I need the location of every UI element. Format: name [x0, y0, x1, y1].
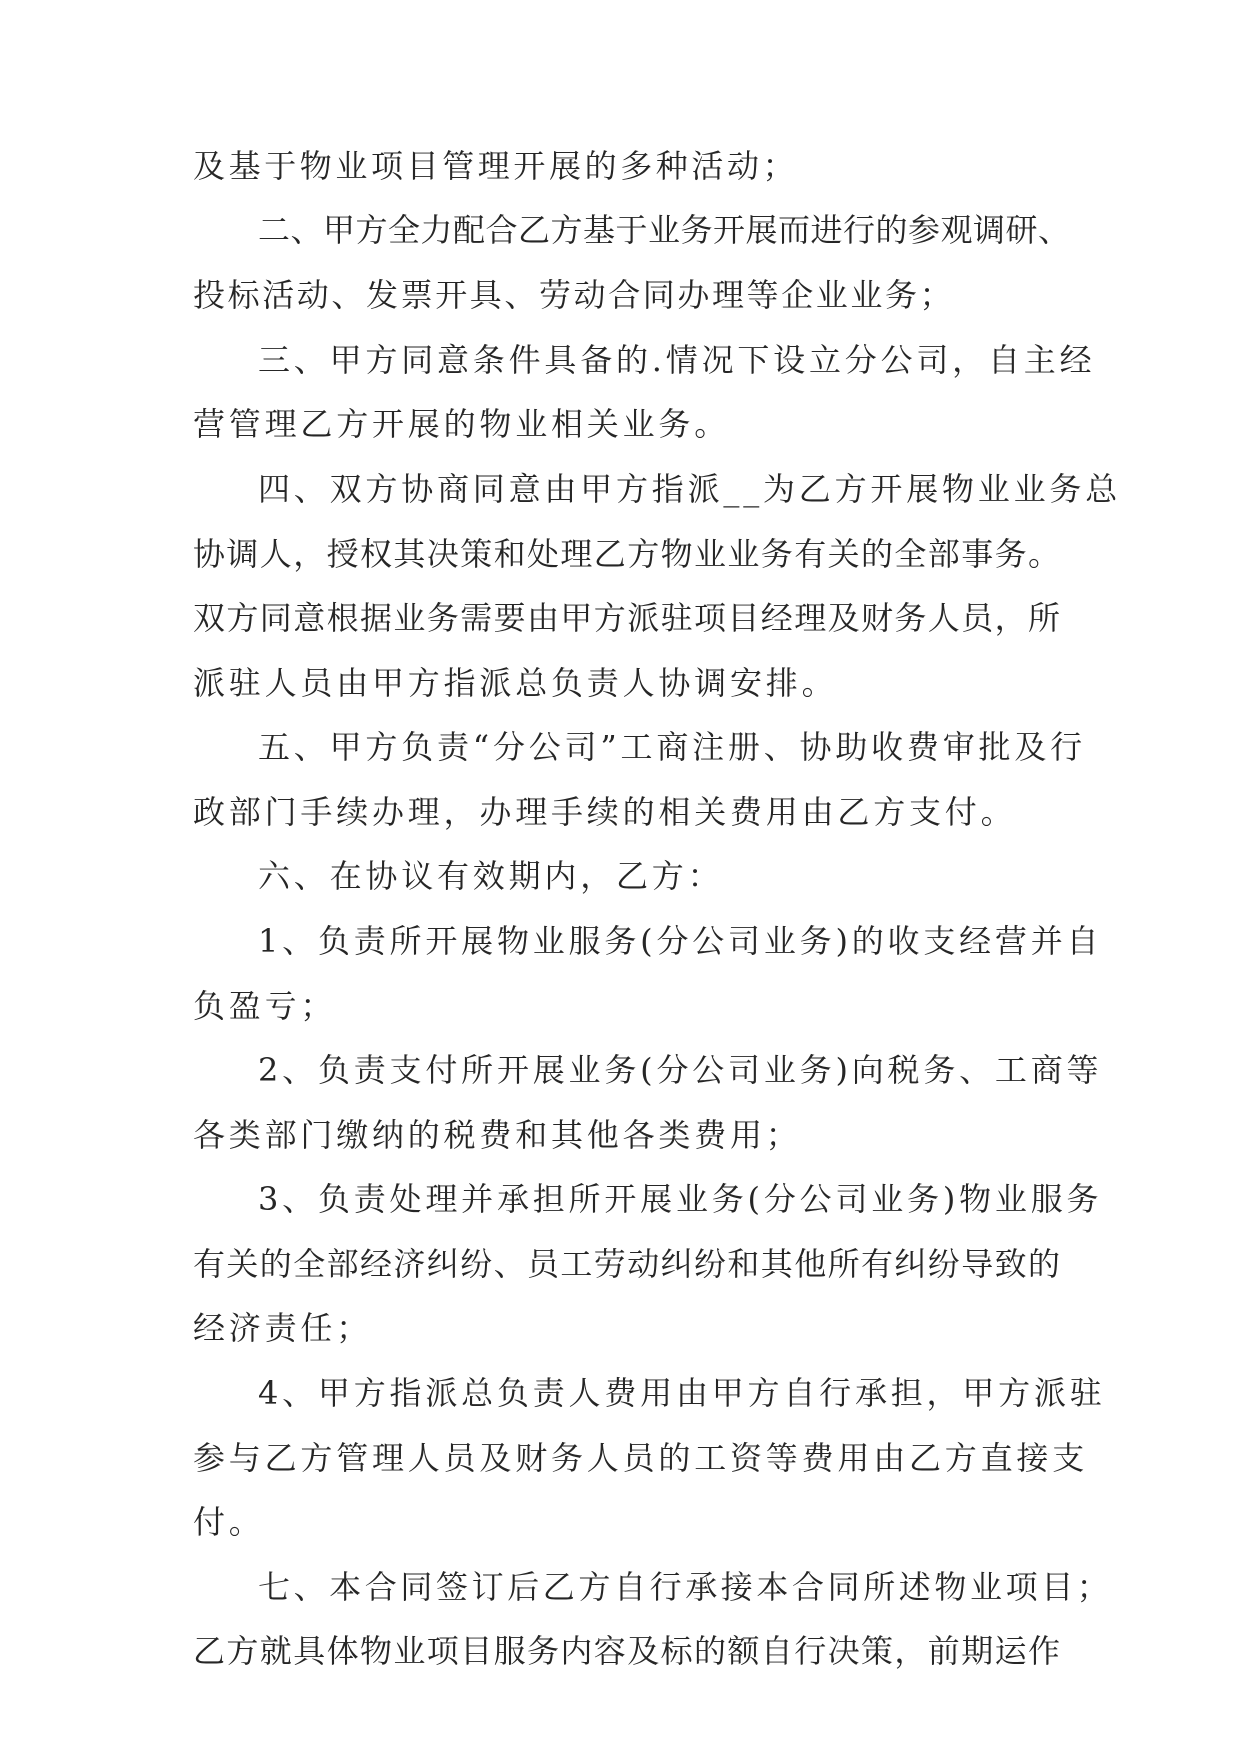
text-line: 协调人，授权其决策和处理乙方物业业务有关的全部事务。 — [193, 535, 1062, 573]
text-line: 各类部门缴纳的税费和其他各类费用； — [193, 1116, 802, 1154]
text-line: 双方同意根据业务需要由甲方派驻项目经理及财务人员，所 — [193, 599, 1062, 637]
text-line: 经济责任； — [193, 1309, 373, 1347]
text-line: 三、甲方同意条件具备的.情况下设立分公司，自主经 — [258, 341, 1096, 379]
text-line: 六、在协议有效期内，乙方： — [258, 857, 724, 895]
text-line: 派驻人员由甲方指派总负责人协调安排。 — [193, 664, 838, 702]
text-line: 二、甲方全力配合乙方基于业务开展而进行的参观调研、 — [258, 211, 1071, 249]
text-line: 七、本合同签订后乙方自行承接本合同所述物业项目； — [258, 1568, 1113, 1606]
text-line: 付。 — [193, 1503, 265, 1541]
text-line: 投标活动、发票开具、劳动合同办理等企业业务； — [193, 276, 955, 314]
text-line: 政部门手续办理，办理手续的相关费用由乙方支付。 — [193, 793, 1017, 831]
text-line: 四、双方协商同意由甲方指派__为乙方开展物业业务总 — [258, 470, 1122, 508]
text-line: 3、负责处理并承担所开展业务(分公司业务)物业服务 — [258, 1180, 1103, 1218]
text-line: 负盈亏； — [193, 987, 337, 1025]
text-line: 五、甲方负责“分公司”工商注册、协助收费审批及行 — [258, 728, 1086, 766]
text-line: 及基于物业项目管理开展的多种活动； — [193, 147, 799, 185]
text-line: 2、负责支付所开展业务(分公司业务)向税务、工商等 — [258, 1051, 1103, 1089]
text-line: 4、甲方指派总负责人费用由甲方自行承担，甲方派驻 — [258, 1374, 1106, 1412]
text-line: 有关的全部经济纠纷、员工劳动纠纷和其他所有纠纷导致的 — [193, 1245, 1062, 1283]
text-line: 营管理乙方开展的物业相关业务。 — [193, 405, 731, 443]
text-line: 1、负责所开展物业服务(分公司业务)的收支经营并自 — [258, 922, 1103, 960]
text-line: 乙方就具体物业项目服务内容及标的额自行决策，前期运作 — [193, 1632, 1062, 1670]
text-line: 参与乙方管理人员及财务人员的工资等费用由乙方直接支 — [193, 1439, 1089, 1477]
